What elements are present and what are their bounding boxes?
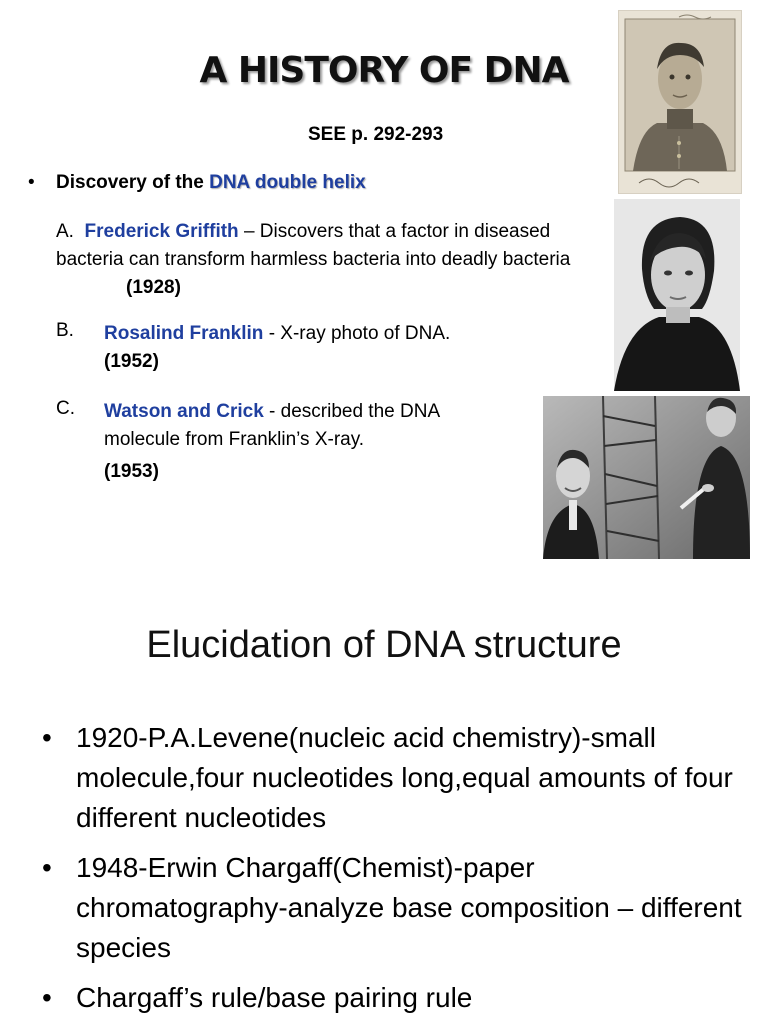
bullet-dot: • (42, 982, 52, 1013)
item-name: Frederick Griffith (84, 221, 239, 242)
bullet-prefix: Discovery of the (56, 172, 210, 193)
franklin-photo (614, 199, 740, 391)
item-text: - described the DNA molecule from Franklin’s X-ray. (104, 401, 440, 450)
slide-title: Elucidation of DNA structure (146, 624, 622, 666)
bullet-highlight: DNA double helix (209, 172, 366, 193)
item-year: (1928) (126, 277, 181, 298)
item-year: (1952) (104, 351, 159, 372)
item-letter: B. (56, 320, 74, 341)
list-item-griffith (56, 218, 596, 302)
slide-elucidation (0, 580, 768, 1024)
watson-crick-photo (543, 396, 750, 559)
item-text: - X-ray photo of DNA. (263, 323, 451, 344)
item-letter: A. (56, 221, 74, 242)
page-reference: SEE p. 292-293 (308, 124, 444, 145)
list-item-franklin (104, 320, 544, 376)
list-item-watson-crick (104, 398, 484, 486)
item-letter: C. (56, 398, 75, 419)
item-name: Rosalind Franklin (104, 323, 264, 344)
list-item: • 1948-Erwin Chargaff(Chemist)-paper chromatography-analyze base composition – different species (42, 848, 742, 968)
list-item: • Chargaff’s rule/base pairing rule (42, 978, 742, 1018)
list-item: • 1920-P.A.Levene(nucleic acid chemistry)-small molecule,four nucleotides long,equal amounts of four different nucleotides (42, 718, 742, 838)
bullet-dot: • (28, 172, 35, 193)
item-year: (1953) (104, 461, 159, 482)
slide-title: A HISTORY OF DNA (199, 50, 569, 91)
bullet-list (42, 718, 742, 1028)
bullet-dot: • (42, 852, 52, 883)
griffith-photo (618, 10, 742, 194)
bullet-dot: • (42, 722, 52, 753)
item-text: – Discovers that a factor in diseased bacteria can transform harmless bacteria into deadly bacteria (56, 221, 571, 270)
item-name: Watson and Crick (104, 401, 264, 422)
